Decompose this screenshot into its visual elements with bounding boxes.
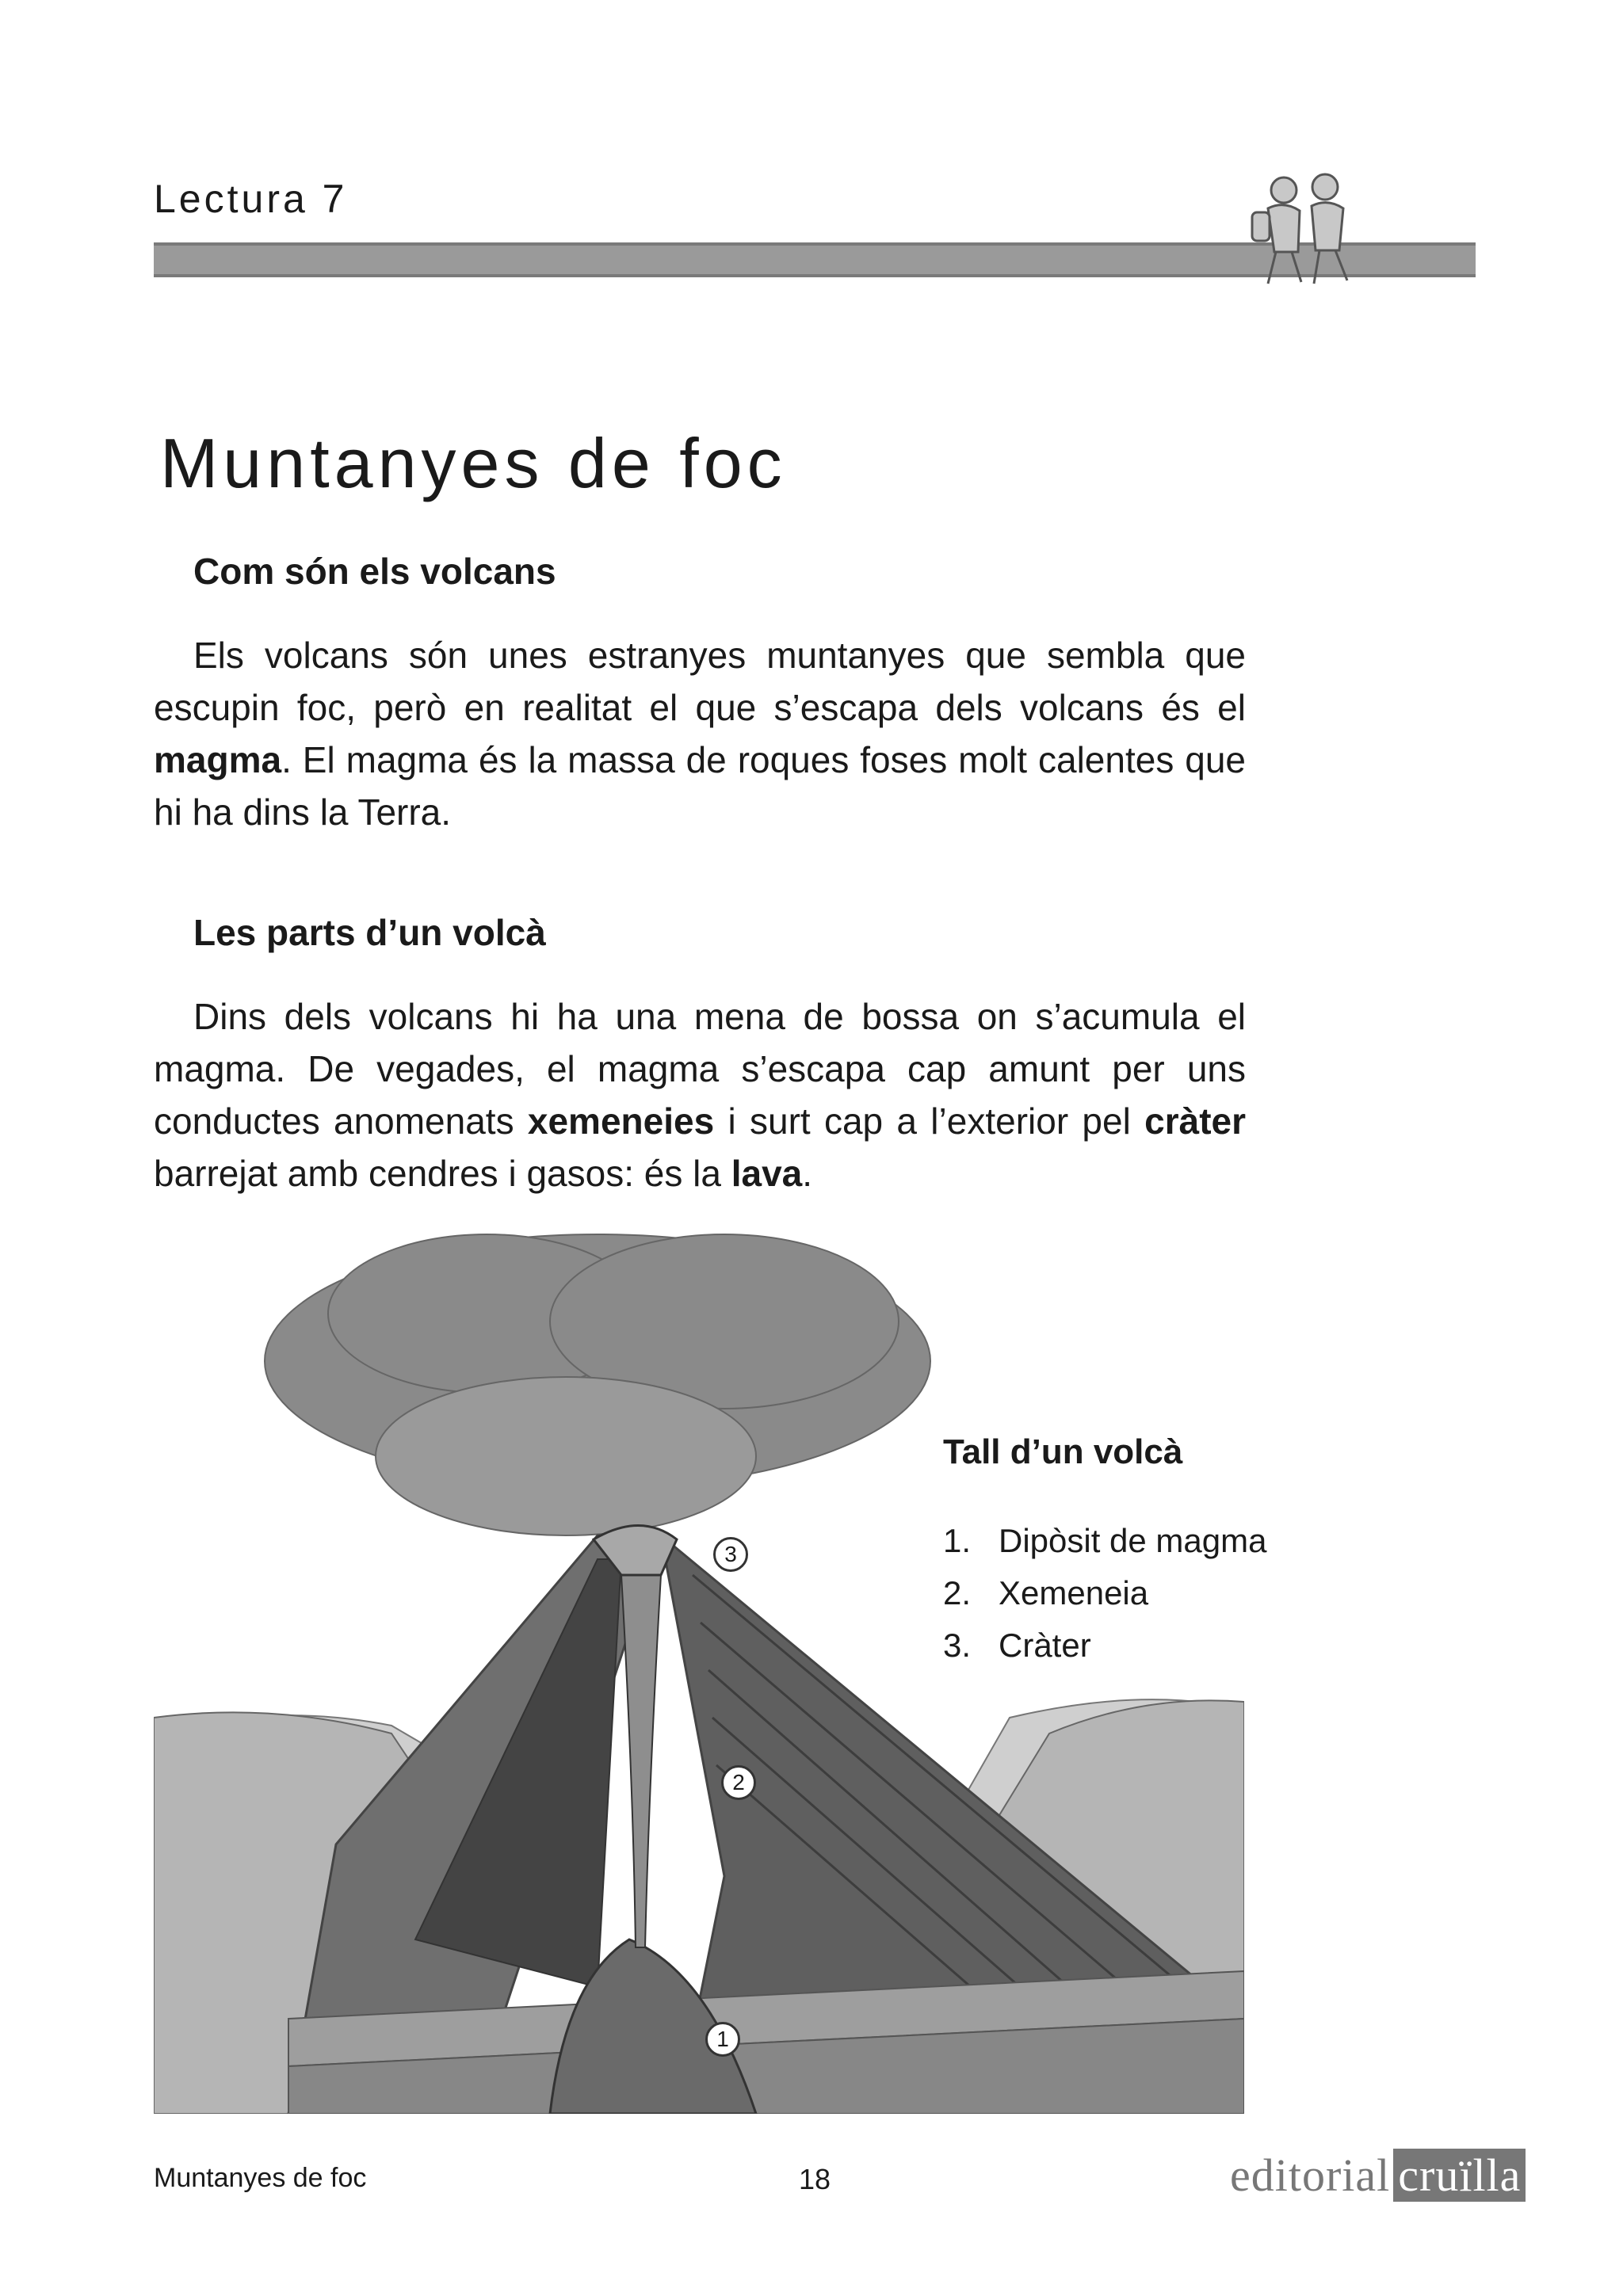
section-heading-volcans: Com són els volcans [193,551,556,592]
figure-legend-list [943,1515,1266,1672]
marker-chimney: 2 [721,1765,756,1800]
page-number: 18 [799,2163,831,2195]
marker-crater: 3 [713,1537,748,1572]
marker-magma-deposit: 1 [705,2022,740,2057]
legend-item: 1. Dipòsit de magma [943,1522,1267,1559]
paragraph-volcans: Els volcans són unes estranyes muntanyes que sembla que escupin foc, però en realitat el que s’escapa dels volcans és el magma. El magma és la massa de roques foses molt calentes que hi ha dins la Terra. [154,635,1246,833]
legend-item: 3. Cràter [943,1627,1091,1664]
legend-item: 2. Xemeneia [943,1574,1149,1611]
section-heading-parts: Les parts d’un volcà [193,912,546,953]
paragraph-parts: Dins dels volcans hi ha una mena de bossa on s’acumula el magma. De vegades, el magma s’escapa cap amunt per uns conductes anomenats xemeneies i surt cap a l’exterior pel cràter barrejat amb cendres i gasos: és la lava. [154,996,1246,1194]
footer-title: Muntanyes de foc [154,2163,367,2193]
lesson-number: Lectura 7 [154,177,348,221]
publisher-logo: editorial cruïlla [1230,2149,1526,2202]
children-illustration-icon [1236,165,1371,292]
page-title: Muntanyes de foc [160,424,787,502]
figure-legend-title: Tall d’un volcà [943,1432,1183,1471]
